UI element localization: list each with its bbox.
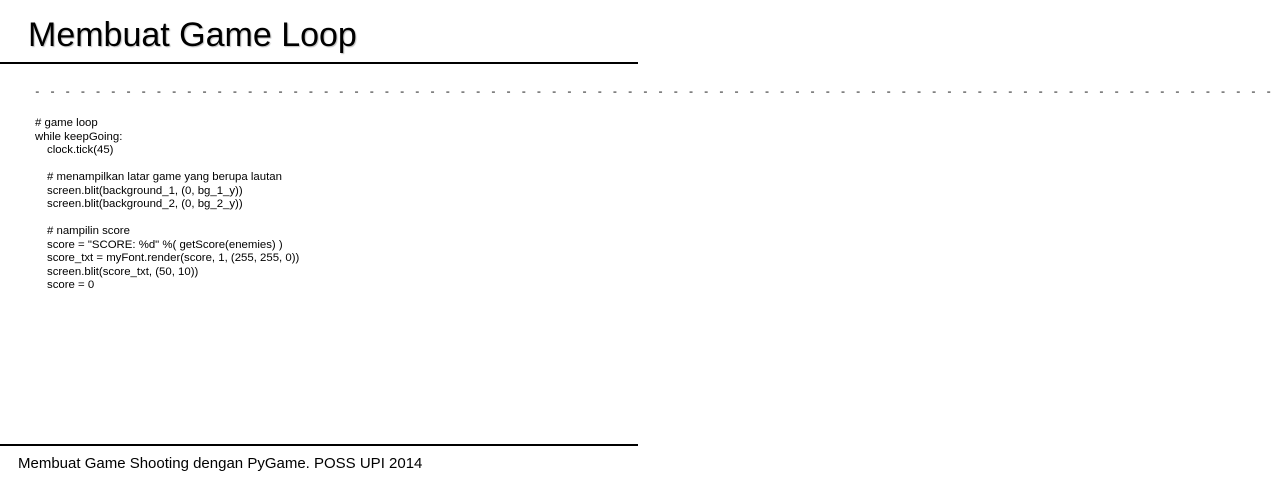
slide-title: Membuat Game Loop (28, 16, 357, 54)
code-line: clock.tick(45) (47, 144, 114, 156)
code-line: score_txt = myFont.render(score, 1, (255, 255, 0)) (47, 252, 300, 264)
footer-caption: Membuat Game Shooting dengan PyGame. POSS UPI 2014 (18, 455, 423, 472)
code-line: # menampilkan latar game yang berupa lautan (47, 171, 282, 183)
footer-divider (0, 444, 638, 446)
code-line: score = 0 (47, 279, 95, 291)
code-line: screen.blit(background_2, (0, bg_2_y)) (47, 198, 243, 210)
code-line: screen.blit(score_txt, (50, 10)) (47, 265, 199, 278)
code-line: score = "SCORE: %d" %( getScore(enemies) ) (47, 238, 283, 251)
code-line: while keepGoing: (35, 130, 123, 143)
code-line-blank (35, 158, 299, 172)
code-line: # game loop (35, 117, 98, 129)
code-line: screen.blit(background_1, (0, bg_1_y)) (47, 184, 243, 197)
code-block (35, 117, 299, 293)
dashed-separator: - - - - - - - - - - - - - - - - - - - - - - - - - - - - - - - - - - - - - - - - - - - - - - - - - - - - - - - - - - - - - - - - - - - - - - - - - - - - - - - - - - (34, 87, 1273, 99)
code-line-blank (35, 212, 299, 226)
title-divider (0, 62, 638, 64)
code-line: # nampilin score (47, 225, 130, 237)
